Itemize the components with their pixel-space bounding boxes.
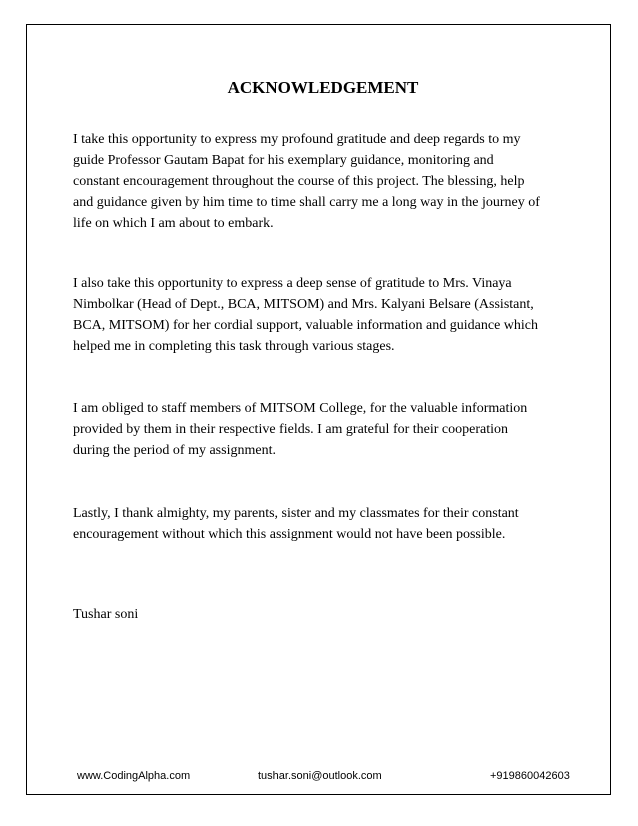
paragraph-4 (73, 503, 573, 545)
paragraph-line: constant encouragement throughout the course of this project. The blessing, help (73, 174, 525, 189)
footer-phone: +919860042603 (490, 770, 570, 782)
paragraph-line: provided by them in their respective fields. I am grateful for their cooperation (73, 422, 509, 437)
signature: Tushar soni (73, 607, 139, 622)
document-body (73, 76, 573, 625)
footer-email: tushar.soni@outlook.com (258, 770, 382, 782)
paragraph-line: I also take this opportunity to express a deep sense of gratitude to Mrs. Vinaya (73, 276, 512, 291)
paragraph-line: Lastly, I thank almighty, my parents, sister and my classmates for their constant (73, 506, 519, 521)
paragraph-line: I am obliged to staff members of MITSOM College, for the valuable information (73, 401, 528, 416)
paragraph-line: encouragement without which this assignment would not have been possible. (73, 527, 506, 542)
paragraph-line: I take this opportunity to express my profound gratitude and deep regards to my (73, 132, 521, 147)
paragraph-line: and guidance given by him time to time shall carry me a long way in the journey of (73, 195, 540, 210)
paragraph-line: guide Professor Gautam Bapat for his exemplary guidance, monitoring and (73, 153, 494, 168)
paragraph-2 (73, 273, 573, 357)
paragraph-line: Nimbolkar (Head of Dept., BCA, MITSOM) and Mrs. Kalyani Belsare (Assistant, (73, 297, 534, 312)
document-title: ACKNOWLEDGEMENT (227, 78, 419, 97)
paragraph-line: BCA, MITSOM) for her cordial support, valuable information and guidance which (73, 318, 539, 333)
paragraph-line: helped me in completing this task through various stages. (73, 339, 395, 354)
paragraph-3 (73, 398, 573, 461)
paragraph-1 (73, 129, 573, 234)
footer-website: www.CodingAlpha.com (77, 770, 191, 782)
paragraph-line: life on which I am about to embark. (73, 216, 274, 231)
paragraph-line: during the period of my assignment. (73, 443, 276, 458)
